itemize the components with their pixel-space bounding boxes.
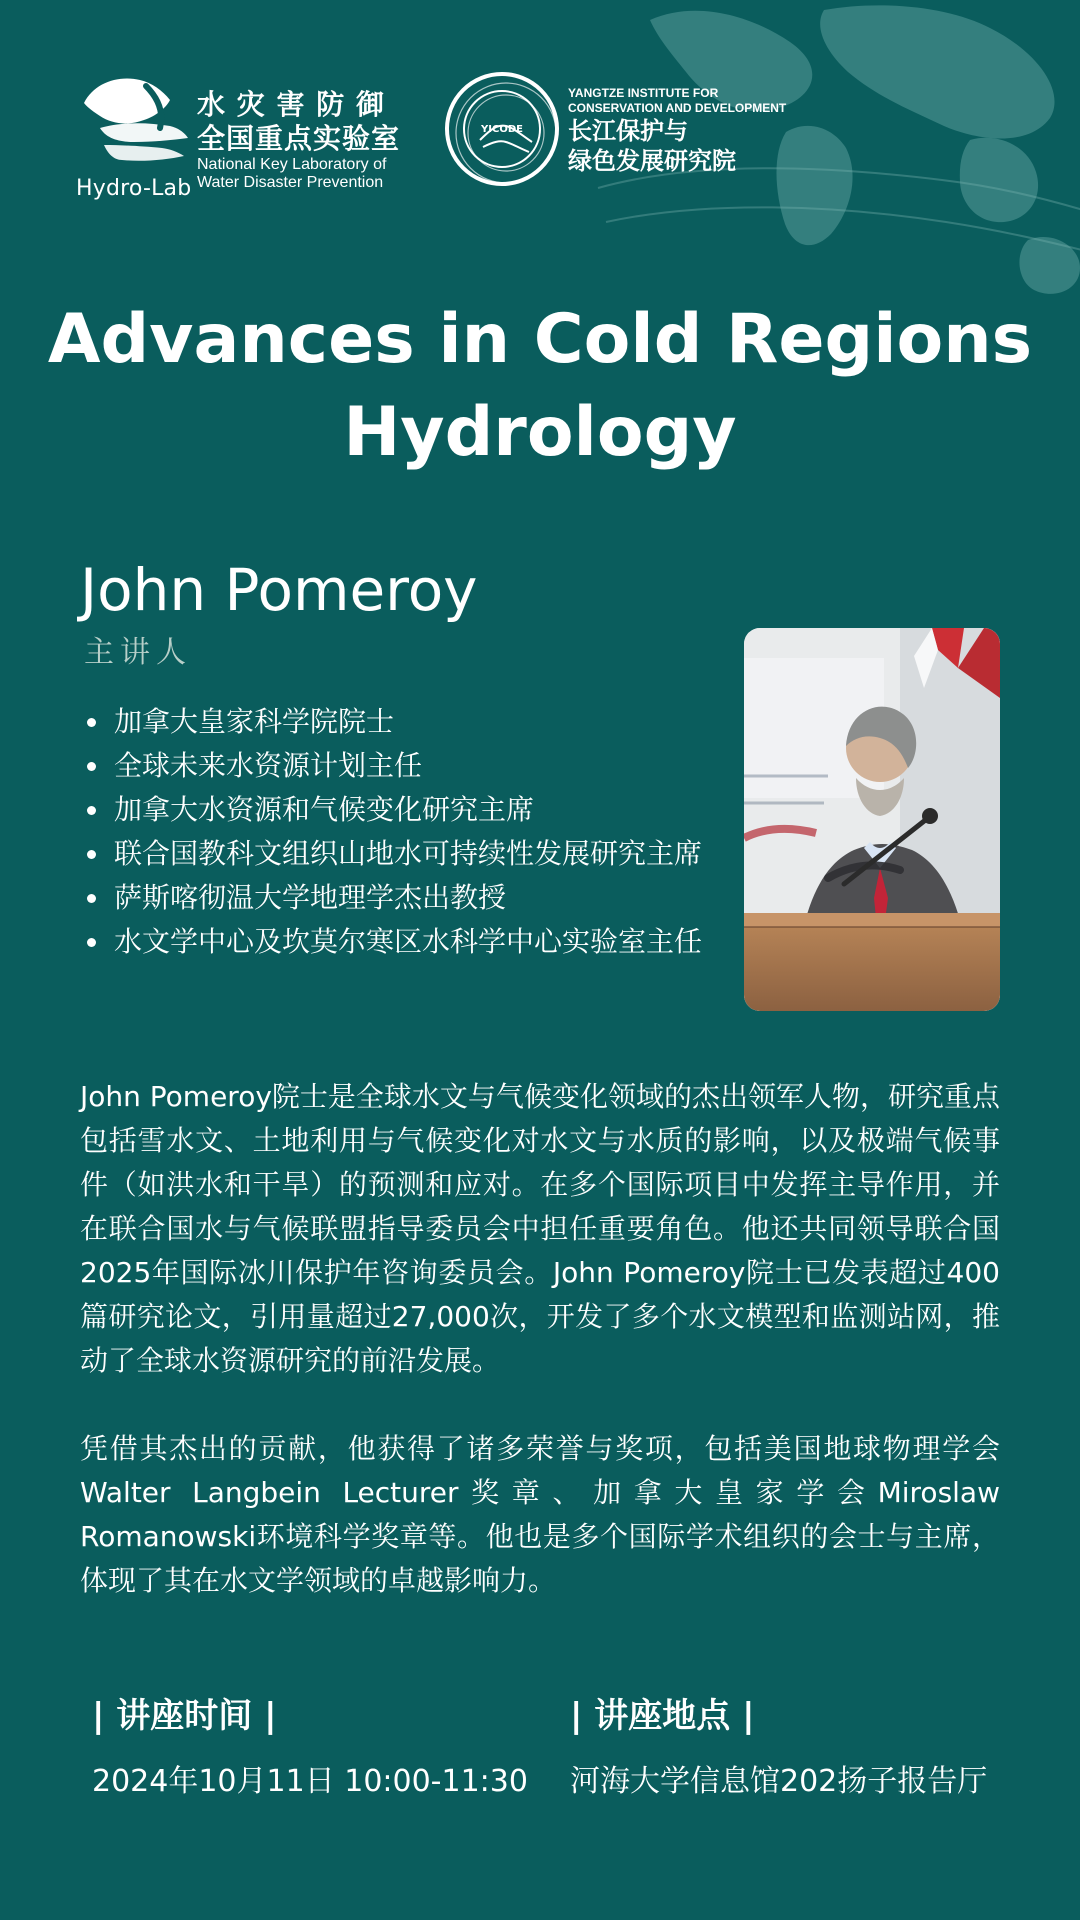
- speaker-bio-list: [80, 700, 730, 964]
- lab-name-en-line-1: National Key Laboratory of: [197, 156, 387, 173]
- bio-item: 联合国教科文组织山地水可持续性发展研究主席: [80, 832, 730, 876]
- lab-name-en-line-2: Water Disaster Prevention: [197, 174, 384, 191]
- bio-item: 全球未来水资源计划主任: [80, 744, 730, 788]
- hydro-lab-logo: [74, 68, 192, 201]
- bio-item: 加拿大水资源和气候变化研究主席: [80, 788, 730, 832]
- lecture-place-label: | 讲座地点 |: [570, 1696, 755, 1736]
- lab-name-cn-line-2: 全国重点实验室: [197, 122, 401, 155]
- hydro-lab-logo-text: Hydro-Lab: [76, 176, 192, 201]
- speaker-role: 主讲人: [84, 635, 192, 670]
- lecture-time-value: 2024年10月11日 10:00-11:30: [92, 1764, 528, 1799]
- speaker-photo: [744, 628, 1000, 1011]
- description-paragraph-2: 凭借其杰出的贡献，他获得了诸多荣誉与奖项，包括美国地球物理学会Walter Langbein Lecturer奖章、加拿大皇家学会Miroslaw Romanowski环境科学奖章等。他也是多个国际学术组织的会士与主席，体现了其在水文学领域的卓越影响力。: [80, 1432, 1000, 1597]
- institute-name-en-line-1: YANGTZE INSTITUTE FOR: [568, 86, 719, 100]
- description-paragraph-1: John Pomeroy院士是全球水文与气候变化领域的杰出领军人物，研究重点包括雪水文、土地利用与气候变化对水文与水质的影响，以及极端气候事件（如洪水和干旱）的预测和应对。在多个国际项目中发挥主导作用，并在联合国水与气候联盟指导委员会中担任重要角色。他还共同领导联合国2025年国际冰川保护年咨询委员会。John Pomeroy院士已发表超过400篇研究论文，引用量超过27,000次，开发了多个水文模型和监测站网，推动了全球水资源研究的前沿发展。: [80, 1080, 1000, 1377]
- lab-name: [197, 88, 417, 192]
- speaker-portrait-image: [744, 628, 1000, 1011]
- lecture-title-line-1: Advances in Cold Regions: [47, 300, 1033, 379]
- bio-item: 加拿大皇家科学院院士: [80, 700, 730, 744]
- bio-item: 水文学中心及坎莫尔寒区水科学中心实验室主任: [80, 920, 730, 964]
- institute-seal-logo: [445, 72, 559, 186]
- hydro-lab-mark-icon: [74, 68, 190, 173]
- lecture-title-line-2: Hydrology: [343, 393, 737, 472]
- institute-name: [568, 86, 858, 176]
- bio-item: 萨斯喀彻温大学地理学杰出教授: [80, 876, 730, 920]
- lab-name-cn-line-1: 水 灾 害 防 御: [197, 88, 385, 121]
- lecture-time-label: | 讲座时间 |: [92, 1696, 277, 1736]
- lecture-place-value: 河海大学信息馆202扬子报告厅: [570, 1764, 988, 1799]
- institute-name-cn-line-2: 绿色发展研究院: [568, 147, 736, 175]
- institute-logo-text: YICODE: [463, 90, 541, 168]
- institute-name-cn-line-1: 长江保护与: [568, 117, 688, 145]
- speaker-name: John Pomeroy: [80, 556, 478, 624]
- institute-name-en-line-2: CONSERVATION AND DEVELOPMENT: [568, 101, 787, 115]
